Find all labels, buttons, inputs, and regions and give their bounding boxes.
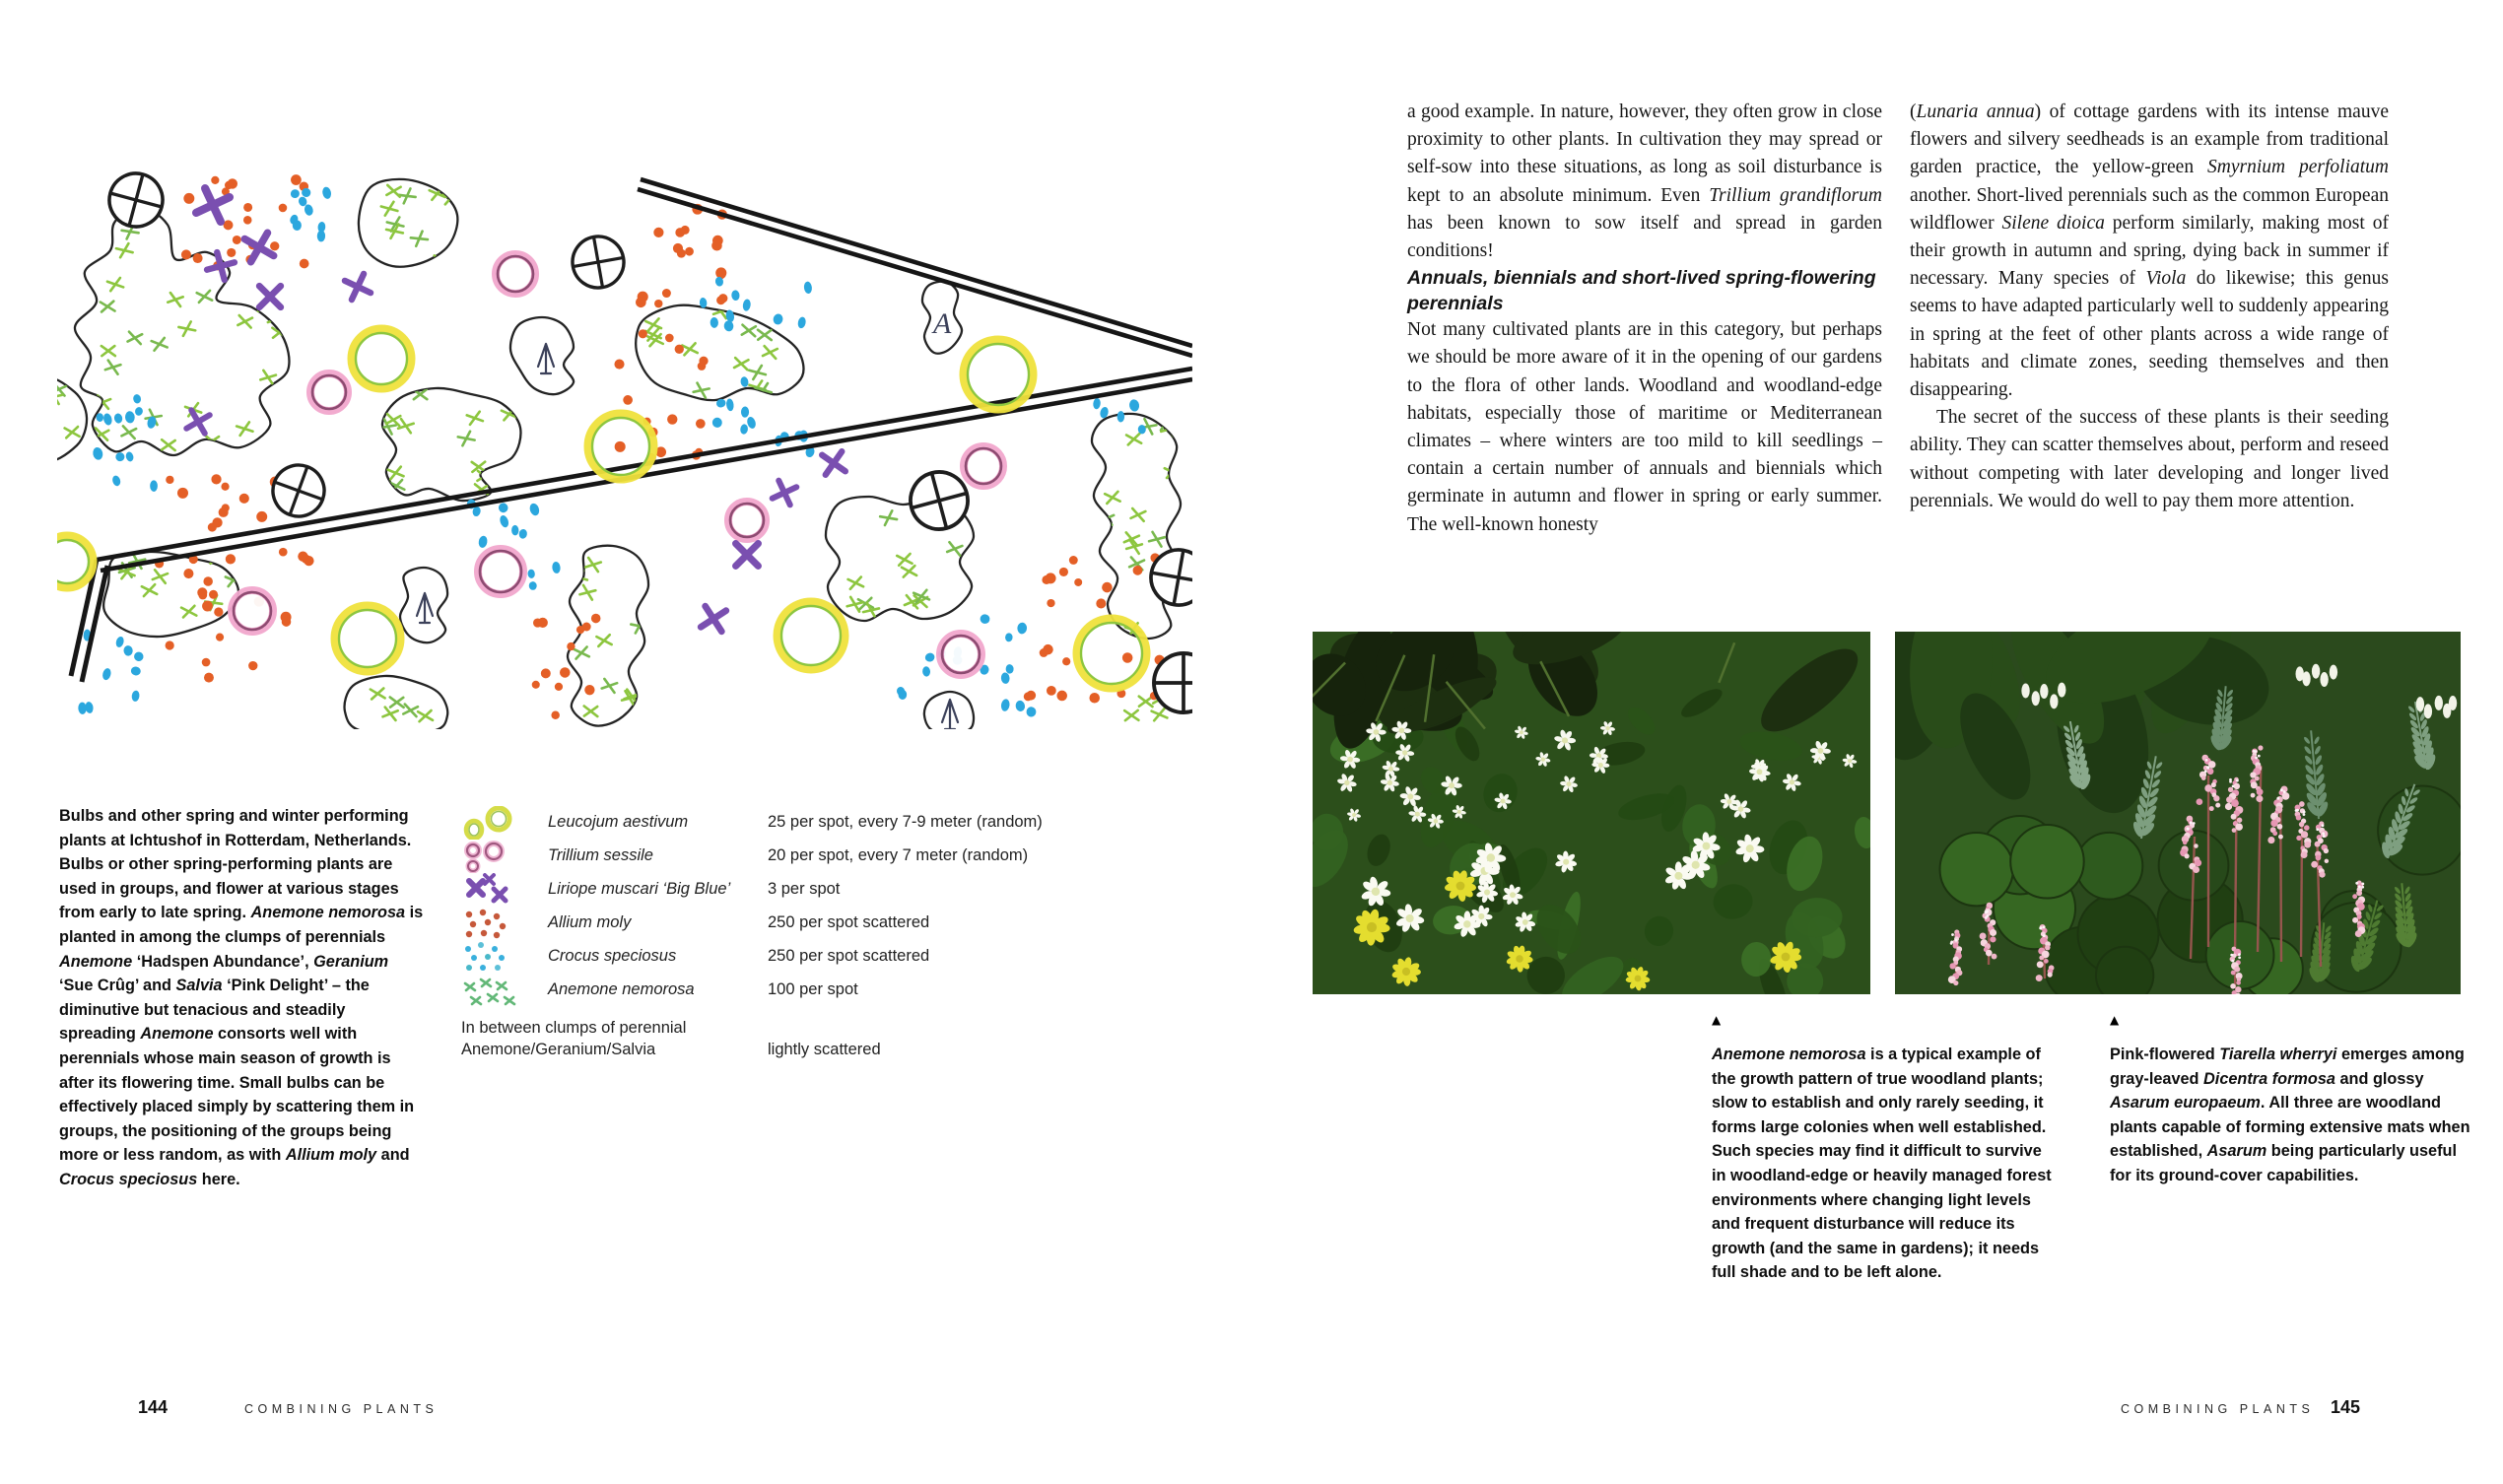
paragraph: The secret of the success of these plants is their seeding ability. They can scatter themselves about, perform and reseed without competing with later developing and longer lived perennials. We would do well to pay them more attention. bbox=[1910, 407, 2389, 511]
legend-plant-name: Liriope muscari ‘Big Blue’ bbox=[548, 880, 731, 898]
legend-plant-name: Leucojum aestivum bbox=[548, 813, 689, 831]
paragraph: Not many cultivated plants are in this category, but perhaps we should be more aware of it in the opening of our gardens to the flora of other lands. Woodland and woodland-edge habitats, especially those of maritime or Mediterranean climates – where winters are too mild to kill seedlings – contain a certain number of annuals and biennials which germinate in autumn and flower in spring or early summer. The well-known honesty bbox=[1407, 319, 1882, 535]
caption-marker-left: ▲ bbox=[1712, 1013, 1722, 1027]
anemone-photo-illustration bbox=[1313, 632, 1870, 994]
paragraph: (Lunaria annua) of cottage gardens with its intense mauve flowers and silvery seedheads is an example from traditional garden practice, the yellow-green Smyrnium perfoliatum another. Short-lived perennials such as the common European wildflower Silene dioica perform similarly, making most of their growth in autumn and spring, dying back in summer if necessary. Many species of Viola do likewise; this genus seems to have adapted particularly well to suddenly appearing in spring at the feet of other plants across a wide range of habitats and climate zones, seeding themselves and then disappearing. bbox=[1910, 101, 2389, 401]
section-heading: Annuals, biennials and short-lived spring-flowering perennials bbox=[1407, 267, 1876, 315]
page-number-right: 145 bbox=[2331, 1397, 2361, 1417]
legend-quantity: 100 per spot bbox=[768, 980, 858, 998]
legend-note-line1: In between clumps of perennial bbox=[461, 1019, 687, 1037]
legend-quantity: 3 per spot bbox=[768, 880, 841, 898]
legend-row bbox=[461, 840, 1072, 873]
legend-row bbox=[461, 974, 1072, 1007]
text-column-1 bbox=[1407, 99, 1882, 539]
running-title-left: COMBINING PLANTS bbox=[244, 1402, 439, 1416]
running-title-right: COMBINING PLANTS bbox=[2121, 1402, 2315, 1416]
legend-plant-name: Allium moly bbox=[548, 913, 632, 931]
legend-quantity: 250 per spot scattered bbox=[768, 947, 930, 965]
orange-dots-icon bbox=[461, 907, 540, 940]
legend-plant-name: Anemone nemorosa bbox=[548, 980, 695, 998]
text-column-2 bbox=[1910, 99, 2389, 515]
page-number-left: 144 bbox=[138, 1397, 169, 1417]
legend-note bbox=[461, 1017, 686, 1060]
legend-quantity: 25 per spot, every 7-9 meter (random) bbox=[768, 813, 1043, 831]
caption-marker-right: ▲ bbox=[2110, 1013, 2120, 1027]
legend-plant-name: Trillium sessile bbox=[548, 846, 653, 864]
photo-anemone-nemorosa bbox=[1313, 632, 1870, 994]
plan-legend bbox=[461, 806, 1092, 1092]
legend-row bbox=[461, 806, 1072, 840]
plan-caption: Bulbs and other spring and winter performing plants at Ichtushof in Rotterdam, Netherlands. Bulbs or other spring-performing plants are used in groups, and flower at various stages from early to late spring. Anemone nemorosa is planted in among the clumps of perennials Anemone ‘Hadspen Abundance’, Geranium ‘Sue Crûg’ and Salvia ‘Pink Delight’ – the diminutive but tenacious and steadily spreading Anemone consorts well with perennials whose main season of growth is after its flowering time. Small bulbs can be effectively placed simply by scattering them in groups, the positioning of the groups being more or less random, as with Allium moly and Crocus speciosus here. bbox=[59, 807, 424, 1188]
legend-quantity: 250 per spot scattered bbox=[768, 913, 930, 931]
planting-plan-drawing bbox=[57, 106, 1192, 729]
photo-caption-left: Anemone nemorosa is a typical example of the growth pattern of true woodland plants; slow to establish and only rarely seeding, it forms large colonies when well established. Such species may find it difficult to survive in woodland-edge or heavily managed forest environments where changing light levels and frequent disturbance will reduce its growth (and the same in gardens); it needs full shade and to be left alone. bbox=[1712, 1046, 2052, 1282]
shrub-label-a: A bbox=[933, 307, 952, 340]
yellow-rings-icon bbox=[461, 806, 540, 840]
green-cross-icon bbox=[461, 974, 540, 1007]
tiarella-photo-illustration bbox=[1895, 632, 2461, 994]
photo-tiarella-wherryi bbox=[1895, 632, 2461, 994]
photo-caption-right: Pink-flowered Tiarella wherryi emerges among gray-leaved Dicentra formosa and glossy Asarum europaeum. All three are woodland plants capable of forming extensive mats when established, Asarum being particularly useful for its ground-cover capabilities. bbox=[2110, 1046, 2470, 1184]
legend-row bbox=[461, 940, 1072, 974]
legend-note-qty: lightly scattered bbox=[768, 1041, 881, 1058]
paragraph: a good example. In nature, however, they often grow in close proximity to other plants. In cultivation they may spread or self-sow into these situations, as long as soil disturbance is kept to an absolute minimum. Even Trillium grandiflorum has been known to sow itself and spread in garden conditions! bbox=[1407, 101, 1882, 262]
blue-dots-icon bbox=[461, 940, 540, 974]
legend-plant-name: Crocus speciosus bbox=[548, 947, 677, 965]
pink-rings-icon bbox=[461, 840, 540, 873]
purple-cross-icon bbox=[461, 873, 540, 907]
legend-row bbox=[461, 907, 1072, 940]
legend-quantity: 20 per spot, every 7 meter (random) bbox=[768, 846, 1029, 864]
legend-row bbox=[461, 873, 1072, 907]
legend-note-line2: Anemone/Geranium/Salvia bbox=[461, 1041, 656, 1058]
